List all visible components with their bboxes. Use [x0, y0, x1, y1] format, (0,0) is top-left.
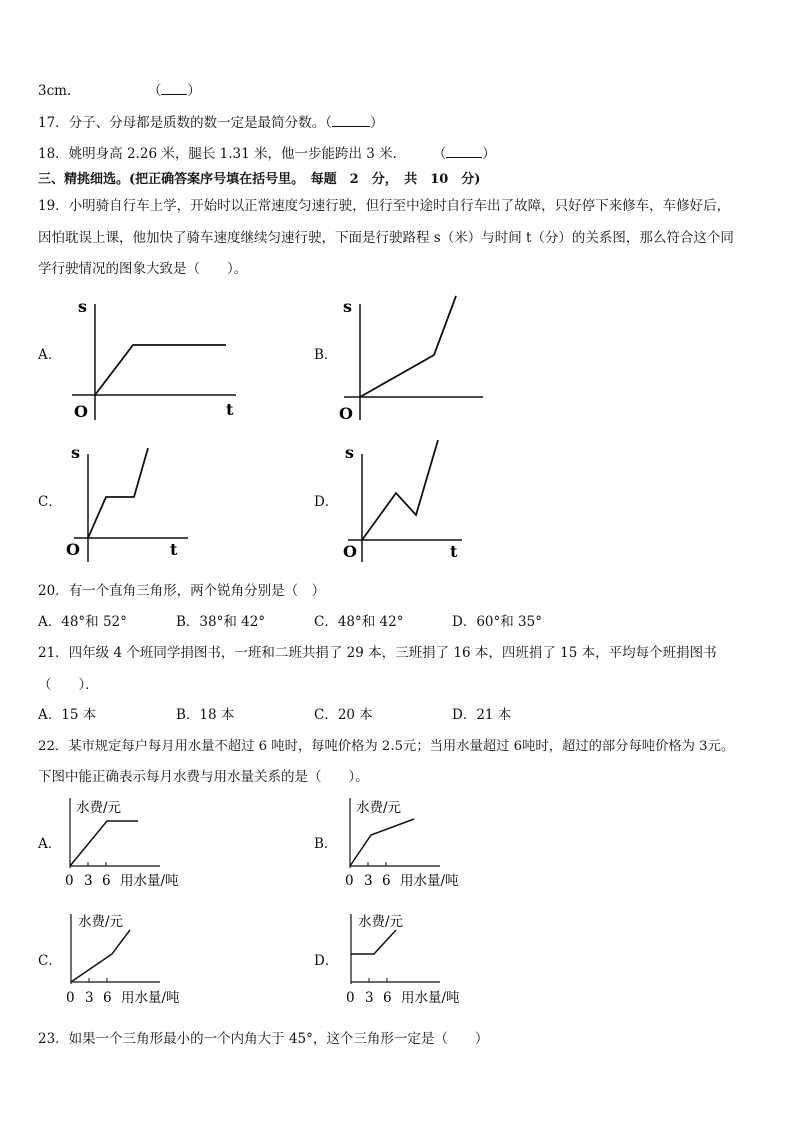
q21-option-c[interactable]: C．20 本: [314, 707, 373, 723]
graph-line: [350, 819, 414, 866]
tick-label-0: 0: [345, 873, 354, 889]
graph-line: [70, 821, 138, 866]
tick-label-3: 3: [84, 873, 93, 889]
y-axis-label: s: [343, 297, 353, 316]
tick-label-6: 6: [102, 873, 111, 889]
q19-line-2: 因怕耽误上课，他加快了骑车速度继续匀速行驶，下面是行驶路程 s（米）与时间 t（分）的关系图，那么符合这个同: [38, 230, 734, 246]
q20-option-a[interactable]: A．48°和 52°: [38, 614, 127, 630]
y-axis-label: s: [345, 443, 355, 462]
q21-option-b[interactable]: B．18 本: [176, 707, 235, 723]
q20: 20．有一个直角三角形，两个锐角分别是（ ）: [38, 583, 326, 599]
tick-label-3: 3: [364, 873, 373, 889]
x-axis-label: t: [170, 540, 178, 559]
y-axis-label: s: [71, 443, 81, 462]
q19-line-1: 19．小明骑自行车上学，开始时以正常速度匀速行驶，但行至中途时自行车出了故障，只好停下来修车，车修好后，: [38, 198, 731, 214]
x-axis-label: 用水量/吨: [400, 873, 459, 889]
x-axis-label: 用水量/吨: [121, 990, 180, 1006]
q19-option-c-label[interactable]: C．: [38, 494, 62, 510]
q22-graph-a: [60, 796, 260, 896]
tick-label-0: 0: [66, 990, 75, 1006]
q16-text: 3cm.: [38, 83, 72, 99]
graph-line: [351, 930, 396, 954]
q21-option-d[interactable]: D．21 本: [452, 707, 512, 723]
q22-graph-d: [340, 912, 540, 1012]
graph-line: [71, 930, 130, 982]
q17-answer-blank[interactable]: [332, 114, 370, 127]
q23: 23．如果一个三角形最小的一个内角大于 45°，这个三角形一定是（ ）: [38, 1031, 489, 1047]
tick-label-3: 3: [85, 990, 94, 1006]
q16-paren-close: ）: [187, 83, 201, 99]
q19-graph-c: [66, 440, 216, 560]
q18-answer-blank[interactable]: [446, 145, 482, 158]
q21-line-2: （ ）．: [38, 677, 99, 693]
x-axis-label: 用水量/吨: [120, 873, 179, 889]
graph-line: [362, 440, 438, 540]
x-axis-label: 用水量/吨: [401, 990, 460, 1006]
q18: [38, 145, 496, 163]
tick-label-0: 0: [65, 873, 74, 889]
q22-graph-b: [340, 796, 540, 896]
y-axis-label: 水费/元: [358, 914, 404, 930]
q16-tail: [38, 82, 201, 100]
section-3-header: 三、精挑细选。(把正确答案序号填在括号里。 每题 2 分， 共 10 分): [38, 172, 481, 187]
q18-open: （: [432, 146, 447, 162]
y-axis-label: 水费/元: [78, 914, 124, 930]
q20-option-c[interactable]: C．48°和 42°: [314, 614, 404, 630]
tick-label-3: 3: [365, 990, 374, 1006]
q21-line-1: 21．四年级 4 个班同学捐图书，一班和二班共捐了 29 本，三班捐了 16 本，四班捐了 15 本，平均每个班捐图书: [38, 645, 717, 661]
origin-label: O: [343, 542, 357, 561]
q17-text: 17．分子、分母都是质数的数一定是最简分数。（: [38, 115, 332, 131]
origin-label: O: [66, 540, 80, 559]
y-axis-label: s: [78, 297, 88, 316]
q19-option-a-label[interactable]: A．: [38, 347, 62, 363]
q16-paren-open: （: [147, 83, 162, 99]
q16-answer-blank[interactable]: [161, 82, 187, 95]
q22-option-c-label[interactable]: C．: [38, 953, 62, 969]
y-axis-label: 水费/元: [76, 800, 122, 816]
q20-option-b[interactable]: B．38°和 42°: [176, 614, 266, 630]
origin-label: O: [339, 404, 353, 423]
q19-line-3: 学行驶情况的图象大致是（ ）。: [38, 261, 248, 277]
origin-label: O: [74, 402, 88, 421]
tick-label-6: 6: [382, 873, 391, 889]
q22-option-d-label[interactable]: D．: [314, 953, 339, 969]
x-axis-label: t: [450, 542, 458, 561]
y-axis-label: 水费/元: [356, 800, 402, 816]
tick-label-0: 0: [346, 990, 355, 1006]
q20-option-d[interactable]: D．60°和 35°: [452, 614, 542, 630]
graph-line: [360, 296, 456, 397]
q19-graph-b: [338, 290, 518, 430]
tick-label-6: 6: [103, 990, 112, 1006]
q22-option-a-label[interactable]: A．: [38, 836, 62, 852]
q17-close: ）: [369, 115, 384, 131]
q18-close: ）: [482, 146, 496, 162]
q17: [38, 114, 383, 132]
q22-line-2: 下图中能正确表示每月水费与用水量关系的是（ ）。: [38, 769, 369, 785]
q22-graph-c: [60, 912, 260, 1012]
q22-option-b-label[interactable]: B．: [314, 836, 338, 852]
graph-line: [88, 448, 148, 538]
q22-line-1: 22．某市规定每户每月用水量不超过 6 吨时，每吨价格为 2.5元；当用水量超过 6吨时，超过的部分每吨价格为 3元。: [38, 739, 735, 754]
q19-graph-d: [340, 440, 490, 560]
q19-option-d-label[interactable]: D．: [314, 494, 339, 510]
tick-label-6: 6: [383, 990, 392, 1006]
q19-graph-a: [66, 290, 246, 430]
q18-text: 18．姚明身高 2.26 米，腿长 1.31 米，他一步能跨出 3 米．: [38, 146, 407, 162]
x-axis-label: t: [226, 400, 234, 419]
q21-option-a[interactable]: A．15 本: [38, 707, 97, 723]
q19-option-b-label[interactable]: B．: [314, 347, 338, 363]
graph-line: [95, 345, 226, 395]
